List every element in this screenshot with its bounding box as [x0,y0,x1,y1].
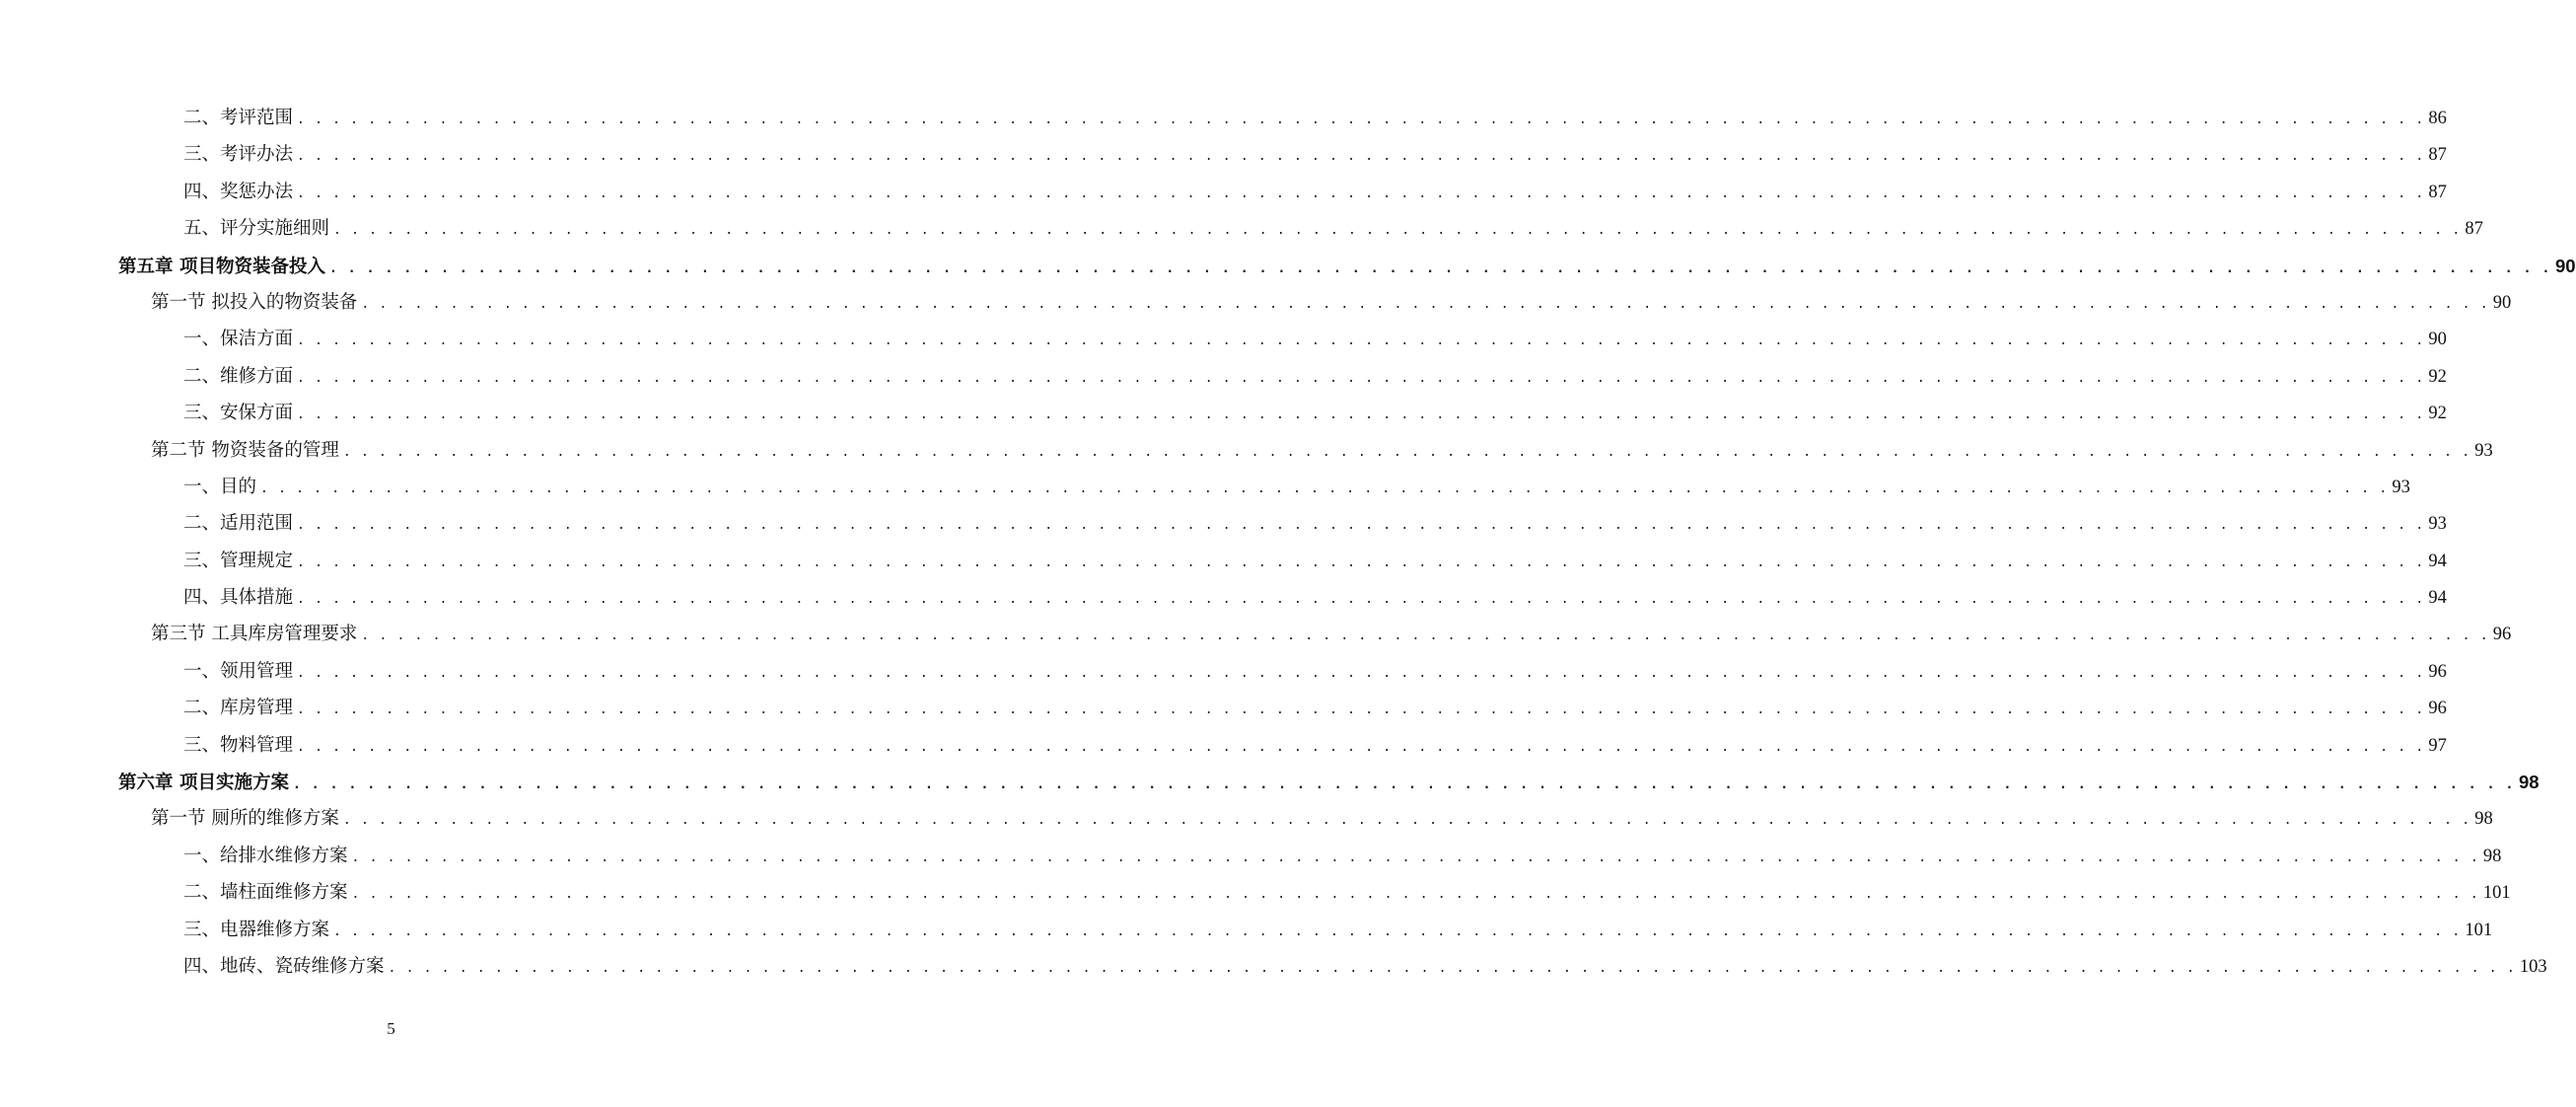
toc-entry-title: 四、具体措施 [183,587,294,609]
toc-entry-title: 二、维修方面 [183,365,294,387]
toc-entry-page: 103 [2519,956,2547,977]
toc-entry-line [118,771,2540,794]
toc-dot-leader: . . . . . . . . . . . . . . . . . . . . . . . . . . . . . . . . . . . . . . . . . . . . . . . . . . . . . . . . . . . . . . . . . . . . . . . . . . . . . . . . . . . . . . . . . . . . . . . . . . . . . . . . . . . . . . . . . . . . . . . . [297,518,2425,534]
toc-entry-page: 92 [2428,366,2447,387]
toc-dot-leader: . . . . . . . . . . . . . . . . . . . . . . . . . . . . . . . . . . . . . . . . . . . . . . . . . . . . . . . . . . . . . . . . . . . . . . . . . . . . . . . . . . . . . . . . . . . . . . . . . . . . . . . . . . . . . . . . . . . . . . . . [342,444,2471,460]
toc-entry-line [183,955,2547,979]
toc-subsection-entry [0,357,2447,394]
toc-entry-title: 第六章 项目实施方案 [118,773,289,794]
toc-entry-line [151,807,2493,831]
toc-section-entry [0,283,2512,320]
toc-dot-leader: . . . . . . . . . . . . . . . . . . . . . . . . . . . . . . . . . . . . . . . . . . . . . . . . . . . . . . . . . . . . . . . . . . . . . . . . . . . . . . . . . . . . . . . . . . . . . . . . . . . . . . . . . . . . . . . . . . . . . . . . [328,260,2551,276]
toc-entry-title: 三、管理规定 [183,550,294,571]
page-number: 5 [387,1019,395,1038]
toc-entry-page: 94 [2428,551,2447,571]
toc-subsection-entry [0,99,2447,135]
toc-entry-line [183,550,2447,573]
toc-entry-page: 96 [2428,699,2447,719]
toc-subsection-entry [0,689,2447,725]
toc-dot-leader: . . . . . . . . . . . . . . . . . . . . . . . . . . . . . . . . . . . . . . . . . . . . . . . . . . . . . . . . . . . . . . . . . . . . . . . . . . . . . . . . . . . . . . . . . . . . . . . . . . . . . . . . . . . . . . . . . . . . . . . . [388,960,2516,976]
toc-dot-leader: . . . . . . . . . . . . . . . . . . . . . . . . . . . . . . . . . . . . . . . . . . . . . . . . . . . . . . . . . . . . . . . . . . . . . . . . . . . . . . . . . . . . . . . . . . . . . . . . . . . . . . . . . . . . . . . . . . . . . . . . [297,149,2425,165]
toc-dot-leader: . . . . . . . . . . . . . . . . . . . . . . . . . . . . . . . . . . . . . . . . . . . . . . . . . . . . . . . . . . . . . . . . . . . . . . . . . . . . . . . . . . . . . . . . . . . . . . . . . . . . . . . . . . . . . . . . . . . . . . . . [297,554,2425,570]
toc-entry-page: 101 [2465,920,2493,940]
toc-entry-page: 98 [2474,809,2493,830]
toc-subsection-entry [0,578,2447,615]
toc-subsection-entry [0,542,2447,578]
toc-entry-line [183,734,2447,758]
toc-subsection-entry [0,135,2447,172]
toc-entry-title: 第二节 物资装备的管理 [151,439,339,461]
toc-dot-leader: . . . . . . . . . . . . . . . . . . . . . . . . . . . . . . . . . . . . . . . . . . . . . . . . . . . . . . . . . . . . . . . . . . . . . . . . . . . . . . . . . . . . . . . . . . . . . . . . . . . . . . . . . . . . . . . . . . . . . . . . [297,702,2425,718]
toc-dot-leader: . . . . . . . . . . . . . . . . . . . . . . . . . . . . . . . . . . . . . . . . . . . . . . . . . . . . . . . . . . . . . . . . . . . . . . . . . . . . . . . . . . . . . . . . . . . . . . . . . . . . . . . . . . . . . . . . . . . . . . . . [297,407,2425,423]
toc-dot-leader: . . . . . . . . . . . . . . . . . . . . . . . . . . . . . . . . . . . . . . . . . . . . . . . . . . . . . . . . . . . . . . . . . . . . . . . . . . . . . . . . . . . . . . . . . . . . . . . . . . . . . . . . . . . . . . . . . . . . . . . . [297,665,2425,681]
toc-subsection-entry [0,468,2410,504]
toc-entry-page: 98 [2482,846,2502,866]
toc-entry-line [183,107,2447,130]
toc-entry-page: 96 [2428,661,2447,682]
toc-entry-page: 87 [2465,219,2483,240]
toc-entry-line [151,439,2493,463]
toc-section-entry [0,431,2493,468]
toc-subsection-entry [0,873,2511,910]
toc-subsection-entry [0,320,2447,356]
toc-entry-page: 93 [2428,514,2447,535]
toc-entry-page: 93 [2474,440,2493,461]
toc-entry-page: 96 [2492,625,2512,645]
toc-entry-line [183,181,2447,204]
toc-entry-page: 87 [2428,182,2447,202]
toc-section-entry [0,615,2512,651]
toc-entry-page: 94 [2428,588,2447,609]
toc-entry-title: 四、地砖、瓷砖维修方案 [183,955,385,977]
toc-entry-title: 五、评分实施细则 [183,218,330,240]
toc-entry-page: 97 [2428,735,2447,756]
toc-dot-leader: . . . . . . . . . . . . . . . . . . . . . . . . . . . . . . . . . . . . . . . . . . . . . . . . . . . . . . . . . . . . . . . . . . . . . . . . . . . . . . . . . . . . . . . . . . . . . . . . . . . . . . . . . . . . . . . . . . . . . . . . [297,185,2425,201]
toc-entry-title: 一、保洁方面 [183,329,294,350]
toc-entry-page: 87 [2428,145,2447,166]
toc-entry-page: 92 [2428,404,2447,424]
toc-entry-page: 86 [2428,109,2447,128]
toc-subsection-entry [0,209,2483,246]
toc-dot-leader: . . . . . . . . . . . . . . . . . . . . . . . . . . . . . . . . . . . . . . . . . . . . . . . . . . . . . . . . . . . . . . . . . . . . . . . . . . . . . . . . . . . . . . . . . . . . . . . . . . . . . . . . . . . . . . . . . . . . . . . . [342,813,2471,829]
toc-entry-title: 一、给排水维修方案 [183,845,348,866]
toc-dot-leader: . . . . . . . . . . . . . . . . . . . . . . . . . . . . . . . . . . . . . . . . . . . . . . . . . . . . . . . . . . . . . . . . . . . . . . . . . . . . . . . . . . . . . . . . . . . . . . . . . . . . . . . . . . . . . . . . . . . . . . . . [260,480,2389,496]
toc-dot-leader: . . . . . . . . . . . . . . . . . . . . . . . . . . . . . . . . . . . . . . . . . . . . . . . . . . . . . . . . . . . . . . . . . . . . . . . . . . . . . . . . . . . . . . . . . . . . . . . . . . . . . . . . . . . . . . . . . . . . . . . . [297,370,2425,386]
toc-entry-title: 二、考评范围 [183,108,294,128]
toc-entry-line [183,476,2410,499]
toc-entry-title: 三、电器维修方案 [183,919,330,940]
toc-entry-line [183,845,2502,868]
toc-entry-line [183,365,2447,389]
toc-subsection-entry [0,837,2502,873]
toc-entry-line [183,143,2447,167]
toc-subsection-entry [0,911,2493,947]
toc-entry-title: 三、安保方面 [183,403,294,424]
toc-entry-line [118,255,2576,278]
toc-dot-leader: . . . . . . . . . . . . . . . . . . . . . . . . . . . . . . . . . . . . . . . . . . . . . . . . . . . . . . . . . . . . . . . . . . . . . . . . . . . . . . . . . . . . . . . . . . . . . . . . . . . . . . . . . . . . . . . . . . . . . . . . [297,112,2425,127]
toc-dot-leader: . . . . . . . . . . . . . . . . . . . . . . . . . . . . . . . . . . . . . . . . . . . . . . . . . . . . . . . . . . . . . . . . . . . . . . . . . . . . . . . . . . . . . . . . . . . . . . . . . . . . . . . . . . . . . . . . . . . . . . . . [297,739,2425,755]
toc-entry-line [183,919,2493,942]
toc-entry-title: 三、考评办法 [183,144,294,166]
toc-entry-title: 二、库房管理 [183,698,294,719]
toc-subsection-entry [0,726,2447,763]
toc-entry-title: 三、物料管理 [183,734,294,756]
toc-entry-page: 90 [2428,330,2447,350]
toc-chapter-entry [0,763,2540,799]
toc-entry-title: 四、奖惩办法 [183,181,294,202]
toc-dot-leader: . . . . . . . . . . . . . . . . . . . . . . . . . . . . . . . . . . . . . . . . . . . . . . . . . . . . . . . . . . . . . . . . . . . . . . . . . . . . . . . . . . . . . . . . . . . . . . . . . . . . . . . . . . . . . . . . . . . . . . . . [361,628,2489,644]
toc-entry-page: 90 [2554,255,2576,276]
toc-entry-title: 一、领用管理 [183,660,294,682]
toc-entry-title: 第五章 项目物资装备投入 [118,256,325,277]
toc-dot-leader: . . . . . . . . . . . . . . . . . . . . . . . . . . . . . . . . . . . . . . . . . . . . . . . . . . . . . . . . . . . . . . . . . . . . . . . . . . . . . . . . . . . . . . . . . . . . . . . . . . . . . . . . . . . . . . . . . . . . . . . . [351,887,2479,903]
toc-dot-leader: . . . . . . . . . . . . . . . . . . . . . . . . . . . . . . . . . . . . . . . . . . . . . . . . . . . . . . . . . . . . . . . . . . . . . . . . . . . . . . . . . . . . . . . . . . . . . . . . . . . . . . . . . . . . . . . . . . . . . . . . [297,333,2425,349]
toc-entry-title: 一、目的 [183,476,257,497]
toc-subsection-entry [0,173,2447,209]
toc-entry-page: 98 [2518,772,2540,793]
toc-chapter-entry [0,247,2576,283]
toc-entry-title: 二、适用范围 [183,513,294,535]
toc-entry-line [183,328,2447,351]
toc-dot-leader: . . . . . . . . . . . . . . . . . . . . . . . . . . . . . . . . . . . . . . . . . . . . . . . . . . . . . . . . . . . . . . . . . . . . . . . . . . . . . . . . . . . . . . . . . . . . . . . . . . . . . . . . . . . . . . . . . . . . . . . . [292,777,2515,793]
toc-entry-line [183,402,2447,425]
toc-dot-leader: . . . . . . . . . . . . . . . . . . . . . . . . . . . . . . . . . . . . . . . . . . . . . . . . . . . . . . . . . . . . . . . . . . . . . . . . . . . . . . . . . . . . . . . . . . . . . . . . . . . . . . . . . . . . . . . . . . . . . . . . [351,849,2479,865]
toc-dot-leader: . . . . . . . . . . . . . . . . . . . . . . . . . . . . . . . . . . . . . . . . . . . . . . . . . . . . . . . . . . . . . . . . . . . . . . . . . . . . . . . . . . . . . . . . . . . . . . . . . . . . . . . . . . . . . . . . . . . . . . . . [297,592,2425,608]
toc-entry-line [183,697,2447,720]
toc-entry-title: 第一节 拟投入的物资装备 [151,291,358,313]
table-of-contents [0,99,2576,984]
toc-entry-page: 90 [2492,292,2512,313]
toc-entry-line [183,660,2447,684]
toc-subsection-entry [0,947,2547,984]
toc-section-entry [0,799,2493,836]
toc-entry-line [183,881,2511,905]
toc-entry-line [151,623,2512,646]
toc-entry-line [151,291,2512,315]
toc-entry-line [183,217,2483,241]
toc-entry-title: 第一节 厕所的维修方案 [151,808,339,830]
toc-dot-leader: . . . . . . . . . . . . . . . . . . . . . . . . . . . . . . . . . . . . . . . . . . . . . . . . . . . . . . . . . . . . . . . . . . . . . . . . . . . . . . . . . . . . . . . . . . . . . . . . . . . . . . . . . . . . . . . . . . . . . . . . [333,923,2462,939]
toc-entry-title: 二、墙柱面维修方案 [183,882,348,904]
toc-entry-title: 第三节 工具库房管理要求 [151,624,358,645]
toc-entry-page: 101 [2482,883,2511,904]
toc-dot-leader: . . . . . . . . . . . . . . . . . . . . . . . . . . . . . . . . . . . . . . . . . . . . . . . . . . . . . . . . . . . . . . . . . . . . . . . . . . . . . . . . . . . . . . . . . . . . . . . . . . . . . . . . . . . . . . . . . . . . . . . . [361,296,2489,312]
toc-entry-page: 93 [2392,477,2410,497]
toc-subsection-entry [0,504,2447,541]
toc-subsection-entry [0,394,2447,430]
toc-dot-leader: . . . . . . . . . . . . . . . . . . . . . . . . . . . . . . . . . . . . . . . . . . . . . . . . . . . . . . . . . . . . . . . . . . . . . . . . . . . . . . . . . . . . . . . . . . . . . . . . . . . . . . . . . . . . . . . . . . . . . . . . [333,223,2462,239]
toc-entry-line [183,586,2447,610]
toc-subsection-entry [0,652,2447,689]
toc-entry-line [183,512,2447,536]
